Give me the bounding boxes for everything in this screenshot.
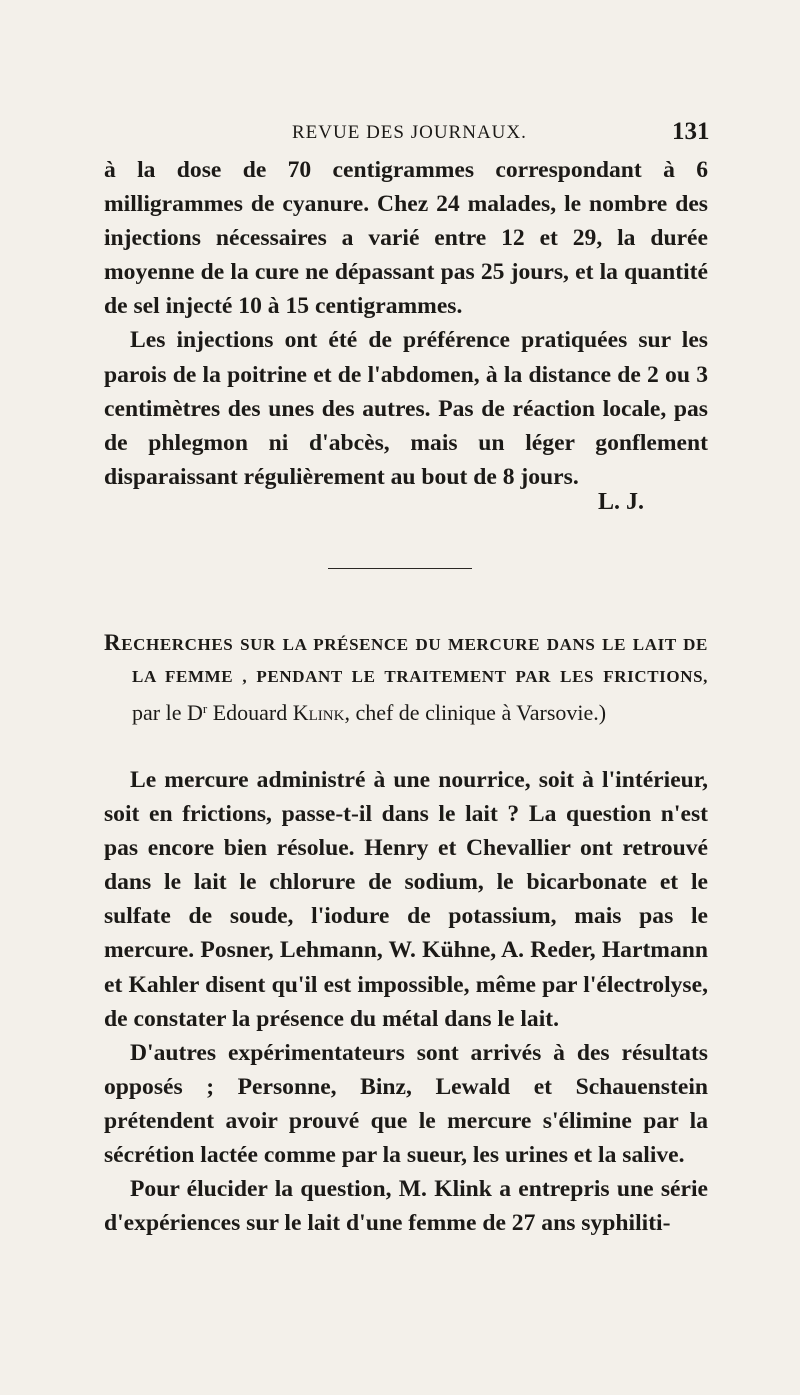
section-divider xyxy=(328,568,472,569)
paragraph-injections: Les injections ont été de préférence pratiquées sur les parois de la poitrine et de l'abdomen, à la distance de 2 ou 3 centimètres des unes des autres. Pas de réaction locale, pas de phlegmon ni d'abcès, mais un léger gonflement disparaissant régulièrement au bout de 8 jours. xyxy=(104,327,708,490)
article-title-line-2: LA FEMME , PENDANT LE TRAITEMENT PAR LES FRICTIONS, xyxy=(132,667,708,686)
byline-prefix: par le D xyxy=(132,700,203,725)
byline-first-name: Edouard xyxy=(212,700,288,725)
author-signature: L. J. xyxy=(598,489,645,515)
article-body xyxy=(104,763,708,1240)
byline-suffix: , chef de clinique à Varsovie.) xyxy=(344,700,607,725)
top-text-block xyxy=(104,153,708,494)
article-heading xyxy=(104,627,708,729)
article-title-line-1 xyxy=(104,627,708,661)
paragraph-klink-experiments: Pour élucider la question, M. Klink a entrepris une série d'expériences sur le lait d'une femme de 27 ans syphiliti- xyxy=(104,1176,708,1237)
page-number: 131 xyxy=(672,118,710,145)
byline-surname: Klink xyxy=(292,700,345,725)
title-initial: R xyxy=(104,630,122,655)
paragraph-mercury-milk: Le mercure administré à une nourrice, soit à l'intérieur, soit en frictions, passe-t-il dans le lait ? La question n'est pas encore bien résolue. Henry et Chevallier ont retrouvé dans le lait le chlorure de sodium, le bicarbonate et le sulfate de soude, l'iodure de potassium, mais pas le mercure. Posner, Lehmann, W. Kühne, A. Reder, Hartmann et Kahler disent qu'il est impossible, même par l'électrolyse, de constater la présence du métal dans le lait. xyxy=(104,767,708,1032)
running-title: REVUE DES JOURNAUX. xyxy=(292,122,527,143)
title-line-1-text: ECHERCHES SUR LA PRÉSENCE DU MERCURE DANS LE LAIT DE xyxy=(121,635,708,654)
running-header xyxy=(0,118,800,148)
article-byline xyxy=(104,693,708,729)
byline-title-sup: r xyxy=(202,701,208,716)
paragraph-continuation: à la dose de 70 centigrammes correspondant à 6 milligrammes de cyanure. Chez 24 malades, le nombre des injections nécessaires a varié entre 12 et 29, la durée moyenne de la cure ne dépassant pas 25 jours, et la quantité de sel injecté 10 à 15 centigrammes. xyxy=(104,157,708,320)
paragraph-opposite-results: D'autres expérimentateurs sont arrivés à des résultats opposés ; Personne, Binz, Lewald et Schauenstein prétendent avoir prouvé que le mercure s'élimine par la sécrétion lactée comme par la sueur, les urines et la salive. xyxy=(104,1039,708,1169)
